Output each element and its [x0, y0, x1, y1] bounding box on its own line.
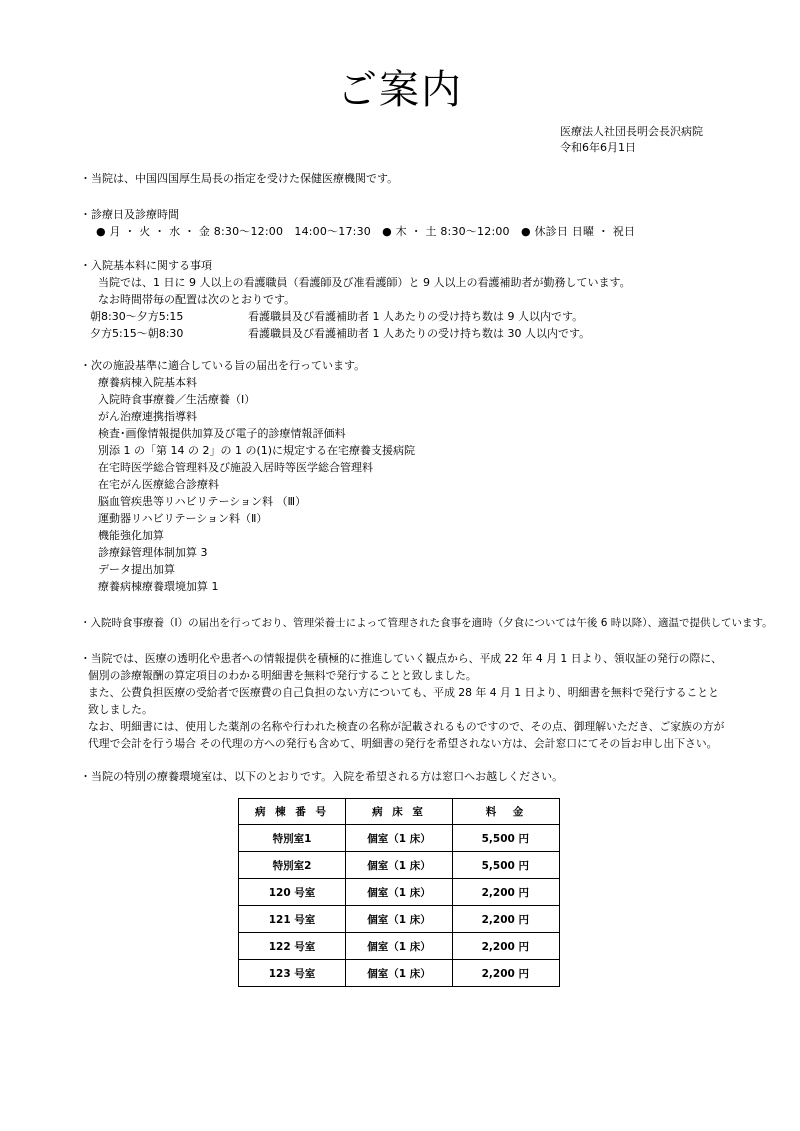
room-number: 120 号室 [239, 879, 346, 906]
nursing-line-2: なお時間帯毎の配置は次のとおりです。 [98, 293, 296, 306]
room-fee: 5,500 円 [453, 825, 560, 852]
insurance-notice [80, 170, 398, 187]
table-row [239, 852, 560, 879]
issuer-block [560, 124, 703, 156]
room-fee-table [238, 798, 560, 987]
facility-item: 在宅がん医療総合診療料 [98, 478, 219, 491]
staffing-row [80, 325, 631, 342]
facility-standards-section [80, 357, 415, 595]
room-number: 121 号室 [239, 906, 346, 933]
room-fee: 2,200 円 [453, 906, 560, 933]
room-fee: 2,200 円 [453, 960, 560, 987]
room-type: 個室（1 床） [346, 933, 453, 960]
room-number: 特別室2 [239, 852, 346, 879]
meal-notice [80, 615, 773, 632]
facility-item: 在宅時医学総合管理料及び施設入居時等医学総合管理料 [98, 461, 373, 474]
facility-item: 入院時食事療養／生活療養（Ⅰ） [98, 393, 256, 406]
nursing-section [80, 257, 631, 342]
hours-section [80, 206, 635, 240]
hours-heading: ・診療日及診療時間 [80, 208, 179, 221]
hours-line: ● 月 ・ 火 ・ 水 ・ 金 8:30～12:00 14:00～17:30 ● 木 ・ 土 8:30～12:00 ● 休診日 日曜 ・ 祝日 [96, 225, 636, 238]
facility-item: 療養病棟入院基本料 [98, 376, 197, 389]
page-title: ご案内 [337, 67, 463, 113]
organization-name: 医療法人社団長明会長沢病院 [560, 125, 703, 138]
header-ward-number: 病 棟 番 号 [239, 799, 346, 825]
staffing-time: 朝8:30～夕方5:15 [90, 310, 184, 323]
room-type: 個室（1 床） [346, 852, 453, 879]
room-fee: 5,500 円 [453, 852, 560, 879]
insurance-notice-text: ・当院は、中国四国厚生局長の指定を受けた保健医療機関です。 [80, 172, 399, 185]
staffing-time: 夕方5:15～朝8:30 [90, 327, 184, 340]
staffing-ratio: 看護職員及び看護補助者 1 人あたりの受け持ち数は 9 人以内です。 [248, 310, 584, 323]
rooms-section [80, 768, 563, 785]
facility-item: 別添 1 の「第 14 の 2」の 1 の(1)に規定する在宅療養支援病院 [98, 444, 416, 457]
room-type: 個室（1 床） [346, 960, 453, 987]
room-fee: 2,200 円 [453, 879, 560, 906]
facility-item: データ提出加算 [98, 563, 175, 576]
table-row [239, 906, 560, 933]
nursing-heading: ・入院基本料に関する事項 [80, 259, 212, 272]
nursing-line-1: 当院では、1 日に 9 人以上の看護職員（看護師及び准看護師）と 9 人以上の看護補助者が勤務しています。 [98, 276, 631, 289]
table-row [239, 879, 560, 906]
facility-item: 検査･画像情報提供加算及び電子的診療情報評価料 [98, 427, 346, 440]
table-row [239, 825, 560, 852]
facility-item: 機能強化加算 [98, 529, 164, 542]
receipt-line: また、公費負担医療の受給者で医療費の自己負担のない方についても、平成 28 年 4 月 1 日より、明細書を無料で発行することと [88, 686, 719, 699]
receipt-line: 致しました。 [88, 703, 153, 716]
header-room-type: 病 床 室 [346, 799, 453, 825]
facility-item: 運動器リハビリテーション料（Ⅱ） [98, 512, 268, 525]
facility-item: 脳血管疾患等リハビリテーション料 （Ⅲ） [98, 495, 307, 508]
room-number: 特別室1 [239, 825, 346, 852]
issue-date: 令和6年6月1日 [560, 141, 636, 154]
table-row [239, 960, 560, 987]
room-type: 個室（1 床） [346, 825, 453, 852]
facility-item: がん治療連携指導料 [98, 410, 197, 423]
staffing-row [80, 308, 631, 325]
rooms-heading: ・当院の特別の療養環境室は、以下のとおりです。入院を希望される方は窓口へお越しください。 [80, 770, 564, 783]
facility-item: 診療録管理体制加算 3 [98, 546, 208, 559]
receipt-line: なお、明細書には、使用した薬剤の名称や行われた検査の名称が記載されるものですので、その点、御理解いただき、ご家族の方が [88, 720, 725, 733]
receipt-line: 個別の診療報酬の算定項目のわかる明細書を無料で発行することと致しました。 [88, 669, 477, 682]
receipt-line: 代理で会計を行う場合 その代理の方への発行も含めて、明細書の発行を希望されない方は、会計窓口にてその旨お申し出下さい。 [88, 737, 718, 750]
table-header-row [239, 799, 560, 825]
receipt-line: ・当院では、医療の透明化や患者への情報提供を積極的に推進していく観点から、平成 22 年 4 月 1 日より、領収証の発行の際に、 [80, 652, 722, 665]
header-fee: 料 金 [453, 799, 560, 825]
room-number: 123 号室 [239, 960, 346, 987]
room-type: 個室（1 床） [346, 879, 453, 906]
meal-notice-text: ・入院時食事療養（Ⅰ）の届出を行っており、管理栄養士によって管理された食事を適時（夕食については午後 6 時以降）、適温で提供しています。 [80, 617, 773, 629]
receipt-notice [80, 650, 724, 752]
facility-item: 療養病棟療養環境加算 1 [98, 580, 219, 593]
room-type: 個室（1 床） [346, 906, 453, 933]
staffing-ratio: 看護職員及び看護補助者 1 人あたりの受け持ち数は 30 人以内です。 [248, 327, 591, 340]
room-number: 122 号室 [239, 933, 346, 960]
facility-heading: ・次の施設基準に適合している旨の届出を行っています。 [80, 359, 366, 372]
room-fee: 2,200 円 [453, 933, 560, 960]
table-row [239, 933, 560, 960]
